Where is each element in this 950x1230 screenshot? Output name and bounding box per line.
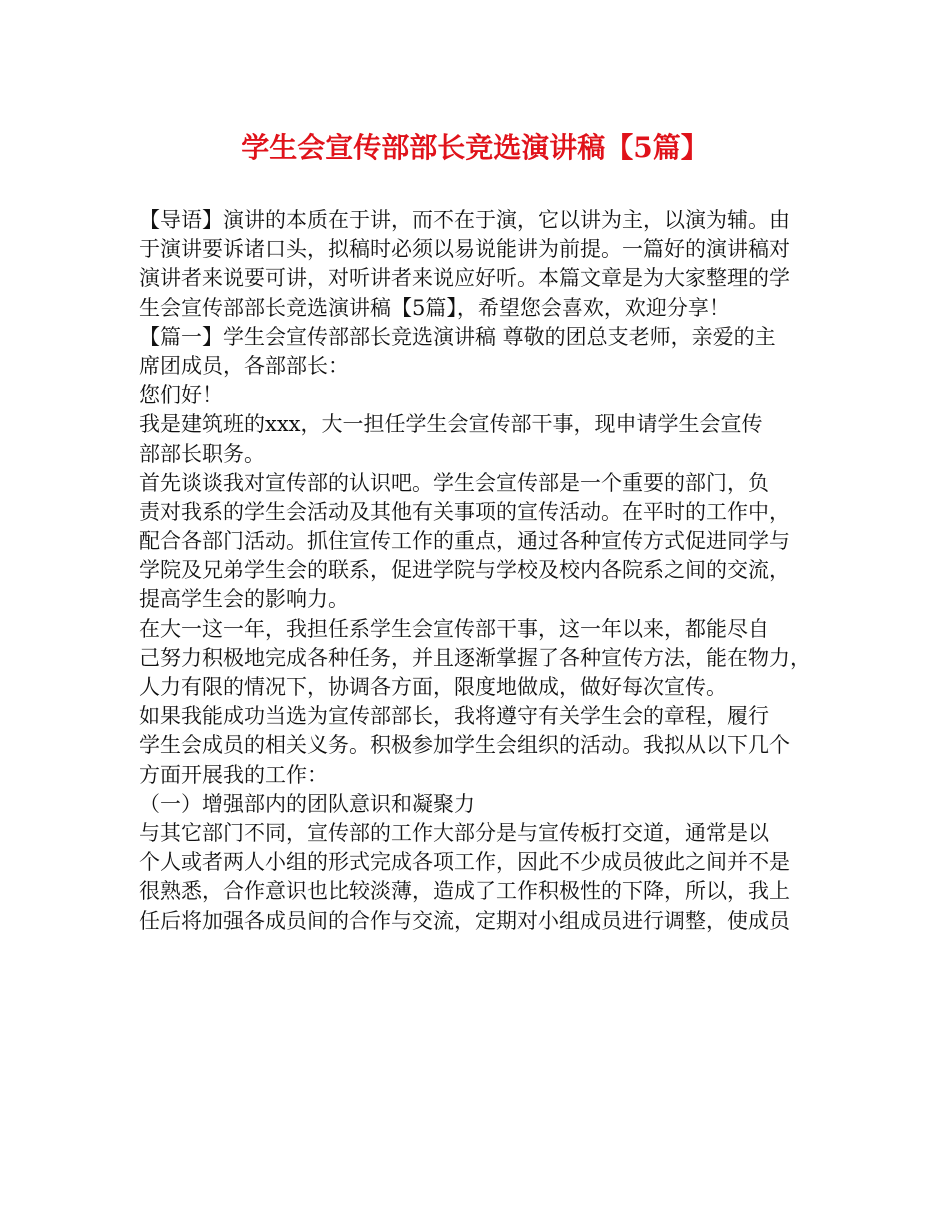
document-body bbox=[139, 206, 819, 936]
body-line: 很熟悉，合作意识也比较淡薄，造成了工作积极性的下降，所以，我上 bbox=[139, 879, 790, 904]
body-line: 方面开展我的工作： bbox=[139, 762, 328, 787]
body-line: 人力有限的情况下，协调各方面，限度地做成，做好每次宣传。 bbox=[139, 675, 727, 699]
document-title: 学生会宣传部部长竞选演讲稿【5篇】 bbox=[241, 131, 709, 164]
body-line: 学院及兄弟学生会的联系，促进学院与学校及校内各院系之间的交流， bbox=[139, 558, 790, 583]
body-line: 于演讲要诉诸口头，拟稿时必须以易说能讲为前提。一篇好的演讲稿对 bbox=[139, 237, 790, 262]
body-line: 您们好！ bbox=[139, 383, 223, 408]
body-line: 【导语】演讲的本质在于讲，而不在于演，它以讲为主，以演为辅。由 bbox=[139, 208, 790, 232]
body-line: 任后将加强各成员间的合作与交流，定期对小组成员进行调整，使成员 bbox=[139, 908, 790, 933]
body-line: 【篇一】学生会宣传部部长竞选演讲稿 尊敬的团总支老师，亲爱的主 bbox=[139, 324, 776, 349]
body-line: 演讲者来说要可讲，对听讲者来说应好听。本篇文章是为大家整理的学 bbox=[139, 266, 790, 291]
body-line: 在大一这一年，我担任系学生会宣传部干事，这一年以来，都能尽自 bbox=[139, 616, 769, 641]
body-line: 学生会成员的相关义务。积极参加学生会组织的活动。我拟从以下几个 bbox=[139, 733, 790, 758]
body-line: 配合各部门活动。抓住宣传工作的重点，通过各种宣传方式促进同学与 bbox=[139, 529, 790, 554]
body-line: （一）增强部内的团队意识和凝聚力 bbox=[139, 791, 475, 816]
body-line: 部部长职务。 bbox=[139, 441, 265, 466]
body-line: 如果我能成功当选为宣传部部长，我将遵守有关学生会的章程，履行 bbox=[139, 704, 769, 729]
body-line: 个人或者两人小组的形式完成各项工作，因此不少成员彼此之间并不是 bbox=[139, 850, 790, 875]
body-line: 提高学生会的影响力。 bbox=[139, 587, 349, 612]
body-line: 生会宣传部部长竞选演讲稿【5篇】，希望您会喜欢，欢迎分享！ bbox=[139, 295, 730, 320]
body-line: 我是建筑班的xxx，大一担任学生会宣传部干事，现申请学生会宣传 bbox=[139, 412, 763, 437]
body-line: 与其它部门不同，宣传部的工作大部分是与宣传板打交道，通常是以 bbox=[139, 820, 769, 845]
body-line: 己努力积极地完成各种任务，并且逐渐掌握了各种宣传方法，能在物力， bbox=[139, 645, 811, 670]
body-line: 首先谈谈我对宣传部的认识吧。学生会宣传部是一个重要的部门，负 bbox=[139, 470, 769, 495]
body-line: 席团成员，各部部长： bbox=[139, 353, 349, 378]
body-line: 责对我系的学生会活动及其他有关事项的宣传活动。在平时的工作中， bbox=[139, 499, 790, 524]
